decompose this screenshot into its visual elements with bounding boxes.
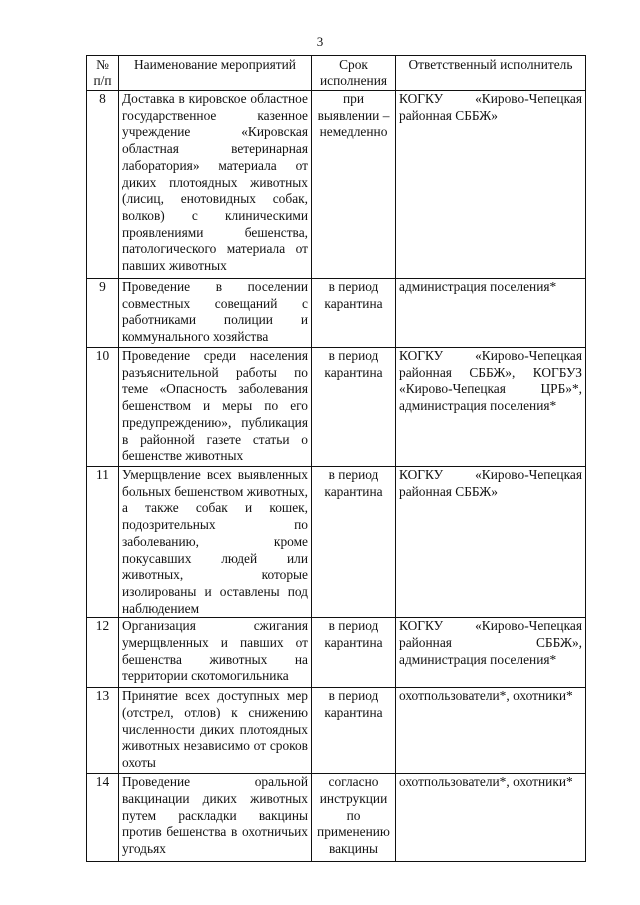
table-row	[87, 688, 586, 774]
measure-name: Проведение среди населения разъяснительной работы по теме «Опасность заболевания бешенством и меры по его предупреждению», публикация в районной газете статьи о бешенстве животных	[119, 348, 312, 467]
measure-responsible: КОГКУ «Кирово-Чепецкая районная СББЖ»	[396, 91, 586, 279]
measure-term: в период карантина	[312, 688, 396, 774]
table-row	[87, 774, 586, 862]
measure-name: Умерщвление всех выявленных больных бешенством животных, а также собак и кошек, подозрительных по заболеванию, кроме покусавших людей или животных, которые изолированы и оставлены под наблюдением	[119, 467, 312, 618]
table-header-row	[87, 56, 586, 91]
header-resp: Ответственный исполнитель	[396, 56, 586, 91]
table-row	[87, 348, 586, 467]
measure-term: согласно инструкции по применению вакцины	[312, 774, 396, 862]
row-number: 10	[87, 348, 119, 467]
table-row	[87, 279, 586, 348]
measure-term: в период карантина	[312, 348, 396, 467]
measure-term: в период карантина	[312, 618, 396, 688]
table-row	[87, 91, 586, 279]
measure-responsible: КОГКУ «Кирово-Чепецкая районная СББЖ», администрация поселения*	[396, 618, 586, 688]
table-row	[87, 467, 586, 618]
measure-responsible: КОГКУ «Кирово-Чепецкая районная СББЖ», КОГБУЗ «Кирово-Чепецкая ЦРБ»*, администрация поселения*	[396, 348, 586, 467]
measures-table	[86, 55, 586, 862]
measure-name: Проведение в поселении совместных совещаний с работниками полиции и коммунального хозяйства	[119, 279, 312, 348]
header-name: Наименование мероприятий	[119, 56, 312, 91]
measure-responsible: охотпользователи*, охотники*	[396, 774, 586, 862]
row-number: 12	[87, 618, 119, 688]
page-number: 3	[316, 34, 324, 49]
measure-responsible: администрация поселения*	[396, 279, 586, 348]
row-number: 14	[87, 774, 119, 862]
header-num: № п/п	[87, 56, 119, 91]
measure-name: Доставка в кировское областное государственное казенное учреждение «Кировская областная ветеринарная лаборатория» материала от диких плотоядных животных (лисиц, енотовидных собак, волков) с клиническими проявлениями бешенства, патологического материала от павших животных	[119, 91, 312, 279]
row-number: 8	[87, 91, 119, 279]
row-number: 11	[87, 467, 119, 618]
measure-term: в период карантина	[312, 279, 396, 348]
table-row	[87, 618, 586, 688]
measure-responsible: КОГКУ «Кирово-Чепецкая районная СББЖ»	[396, 467, 586, 618]
measure-name: Организация сжигания умерщвленных и павших от бешенства животных на территории скотомогильника	[119, 618, 312, 688]
measure-term: в период карантина	[312, 467, 396, 618]
row-number: 9	[87, 279, 119, 348]
measure-name: Принятие всех доступных мер (отстрел, отлов) к снижению численности диких плотоядных животных независимо от сроков охоты	[119, 688, 312, 774]
measure-term: при выявлении – немедленно	[312, 91, 396, 279]
measure-name: Проведение оральной вакцинации диких животных путем раскладки вакцины против бешенства в охотничьих угодьях	[119, 774, 312, 862]
header-term: Срок исполнения	[312, 56, 396, 91]
row-number: 13	[87, 688, 119, 774]
measure-responsible: охотпользователи*, охотники*	[396, 688, 586, 774]
